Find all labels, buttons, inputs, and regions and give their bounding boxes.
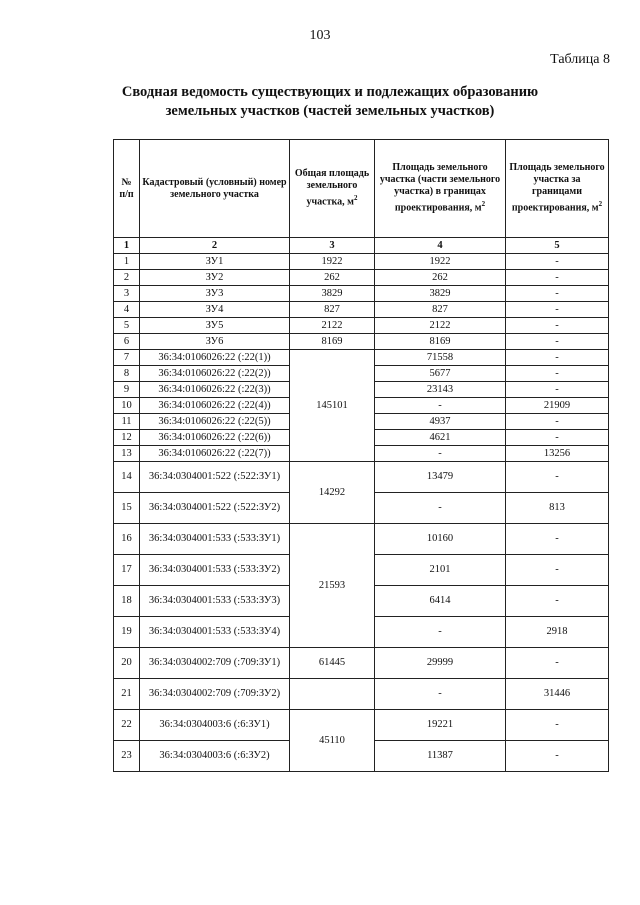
- row-number: 15: [114, 493, 140, 524]
- cadastral-number: 36:34:0304001:533 (:533:ЗУ4): [140, 617, 290, 648]
- land-plots-table: [113, 139, 609, 772]
- area-outside: 31446: [506, 679, 609, 710]
- area-outside: -: [506, 302, 609, 318]
- total-area: 45110: [290, 710, 375, 772]
- title-line-2: земельных участков (частей земельных участков): [165, 103, 495, 119]
- area-inside: 8169: [375, 334, 506, 350]
- cadastral-number: 36:34:0304001:522 (:522:ЗУ1): [140, 462, 290, 493]
- cadastral-number: 36:34:0304003:6 (:6:ЗУ2): [140, 741, 290, 772]
- area-inside: 6414: [375, 586, 506, 617]
- table-row: [114, 710, 609, 741]
- area-outside: -: [506, 462, 609, 493]
- row-number: 1: [114, 254, 140, 270]
- table-row: [114, 334, 609, 350]
- header-row: [114, 140, 609, 238]
- table-row: [114, 318, 609, 334]
- header-sup-3: 2: [353, 194, 358, 203]
- area-outside: 13256: [506, 446, 609, 462]
- total-area: 3829: [290, 286, 375, 302]
- area-outside: 813: [506, 493, 609, 524]
- header-area-outside: [506, 140, 609, 238]
- table-row: [114, 648, 609, 679]
- total-area: 61445: [290, 648, 375, 679]
- column-number: 2: [140, 238, 290, 254]
- area-inside: -: [375, 679, 506, 710]
- area-inside: 827: [375, 302, 506, 318]
- header-area-outside-text: Площадь земельного участка за границами проектирования, м: [509, 162, 605, 214]
- table-row: [114, 254, 609, 270]
- area-outside: -: [506, 286, 609, 302]
- area-outside: -: [506, 586, 609, 617]
- area-inside: 29999: [375, 648, 506, 679]
- column-number: 1: [114, 238, 140, 254]
- cadastral-number: 36:34:0106026:22 (:22(3)): [140, 382, 290, 398]
- row-number: 21: [114, 679, 140, 710]
- area-inside: 2101: [375, 555, 506, 586]
- cadastral-number: 36:34:0106026:22 (:22(7)): [140, 446, 290, 462]
- total-area: 145101: [290, 350, 375, 462]
- area-inside: -: [375, 446, 506, 462]
- row-number: 8: [114, 366, 140, 382]
- header-number: № п/п: [114, 140, 140, 238]
- area-inside: 4621: [375, 430, 506, 446]
- header-total-area-text: Общая площадь земельного участка, м: [294, 168, 370, 208]
- column-number: 3: [290, 238, 375, 254]
- area-outside: -: [506, 382, 609, 398]
- cadastral-number: 36:34:0304002:709 (:709:ЗУ1): [140, 648, 290, 679]
- area-inside: 262: [375, 270, 506, 286]
- row-number: 9: [114, 382, 140, 398]
- cadastral-number: 36:34:0304001:522 (:522:ЗУ2): [140, 493, 290, 524]
- area-inside: 4937: [375, 414, 506, 430]
- table-row: [114, 462, 609, 493]
- area-outside: -: [506, 741, 609, 772]
- row-number: 2: [114, 270, 140, 286]
- area-inside: 23143: [375, 382, 506, 398]
- area-outside: -: [506, 430, 609, 446]
- area-inside: 2122: [375, 318, 506, 334]
- cadastral-number: 36:34:0106026:22 (:22(2)): [140, 366, 290, 382]
- table-row: [114, 302, 609, 318]
- total-area: 827: [290, 302, 375, 318]
- area-outside: -: [506, 366, 609, 382]
- row-number: 18: [114, 586, 140, 617]
- total-area: 1922: [290, 254, 375, 270]
- row-number: 16: [114, 524, 140, 555]
- area-inside: 1922: [375, 254, 506, 270]
- area-inside: 11387: [375, 741, 506, 772]
- header-area-inside: [375, 140, 506, 238]
- area-outside: -: [506, 334, 609, 350]
- area-outside: -: [506, 350, 609, 366]
- area-inside: 19221: [375, 710, 506, 741]
- area-inside: -: [375, 398, 506, 414]
- row-number: 11: [114, 414, 140, 430]
- total-area: 2122: [290, 318, 375, 334]
- row-number: 10: [114, 398, 140, 414]
- row-number: 4: [114, 302, 140, 318]
- row-number: 23: [114, 741, 140, 772]
- row-number: 7: [114, 350, 140, 366]
- area-inside: -: [375, 617, 506, 648]
- cadastral-number: 36:34:0304001:533 (:533:ЗУ2): [140, 555, 290, 586]
- cadastral-number: 36:34:0304001:533 (:533:ЗУ3): [140, 586, 290, 617]
- row-number: 22: [114, 710, 140, 741]
- table-row: [114, 270, 609, 286]
- header-sup-4: 2: [481, 200, 486, 209]
- cadastral-number: ЗУ2: [140, 270, 290, 286]
- total-area: 262: [290, 270, 375, 286]
- row-number: 20: [114, 648, 140, 679]
- table-row: [114, 286, 609, 302]
- row-number: 14: [114, 462, 140, 493]
- cadastral-number: 36:34:0304001:533 (:533:ЗУ1): [140, 524, 290, 555]
- area-inside: 71558: [375, 350, 506, 366]
- area-inside: 13479: [375, 462, 506, 493]
- page-number: 103: [309, 28, 331, 43]
- total-area: 21593: [290, 524, 375, 648]
- area-outside: -: [506, 318, 609, 334]
- total-area: 8169: [290, 334, 375, 350]
- cadastral-number: 36:34:0106026:22 (:22(6)): [140, 430, 290, 446]
- row-number: 6: [114, 334, 140, 350]
- area-inside: 10160: [375, 524, 506, 555]
- row-number: 3: [114, 286, 140, 302]
- cadastral-number: ЗУ4: [140, 302, 290, 318]
- header-sup-5: 2: [598, 200, 603, 209]
- area-outside: -: [506, 524, 609, 555]
- column-number-row: [114, 238, 609, 254]
- cadastral-number: 36:34:0106026:22 (:22(4)): [140, 398, 290, 414]
- row-number: 13: [114, 446, 140, 462]
- row-number: 19: [114, 617, 140, 648]
- row-number: 17: [114, 555, 140, 586]
- area-inside: 3829: [375, 286, 506, 302]
- header-cadastral-number: Кадастровый (условный) номер земельного участка: [140, 140, 290, 238]
- area-outside: -: [506, 555, 609, 586]
- header-total-area: [290, 140, 375, 238]
- area-inside: -: [375, 493, 506, 524]
- cadastral-number: 36:34:0106026:22 (:22(5)): [140, 414, 290, 430]
- table-label: Таблица 8: [550, 52, 610, 67]
- row-number: 5: [114, 318, 140, 334]
- cadastral-number: 36:34:0304003:6 (:6:ЗУ1): [140, 710, 290, 741]
- area-outside: -: [506, 254, 609, 270]
- total-area: 14292: [290, 462, 375, 524]
- cadastral-number: ЗУ3: [140, 286, 290, 302]
- area-outside: 2918: [506, 617, 609, 648]
- document-title: [100, 83, 560, 121]
- area-outside: 21909: [506, 398, 609, 414]
- area-outside: -: [506, 270, 609, 286]
- column-number: 4: [375, 238, 506, 254]
- table-row: [114, 679, 609, 710]
- cadastral-number: ЗУ1: [140, 254, 290, 270]
- area-outside: -: [506, 648, 609, 679]
- table-row: [114, 350, 609, 366]
- cadastral-number: ЗУ6: [140, 334, 290, 350]
- area-outside: -: [506, 414, 609, 430]
- title-line-1: Сводная ведомость существующих и подлежащих образованию: [121, 84, 539, 100]
- cadastral-number: 36:34:0304002:709 (:709:ЗУ2): [140, 679, 290, 710]
- header-area-inside-text: Площадь земельного участка (части земельного участка) в границах проектирования, м: [379, 162, 501, 214]
- row-number: 12: [114, 430, 140, 446]
- area-inside: 5677: [375, 366, 506, 382]
- cadastral-number: ЗУ5: [140, 318, 290, 334]
- column-number: 5: [506, 238, 609, 254]
- cadastral-number: 36:34:0106026:22 (:22(1)): [140, 350, 290, 366]
- total-area: [290, 679, 375, 710]
- area-outside: -: [506, 710, 609, 741]
- table-row: [114, 524, 609, 555]
